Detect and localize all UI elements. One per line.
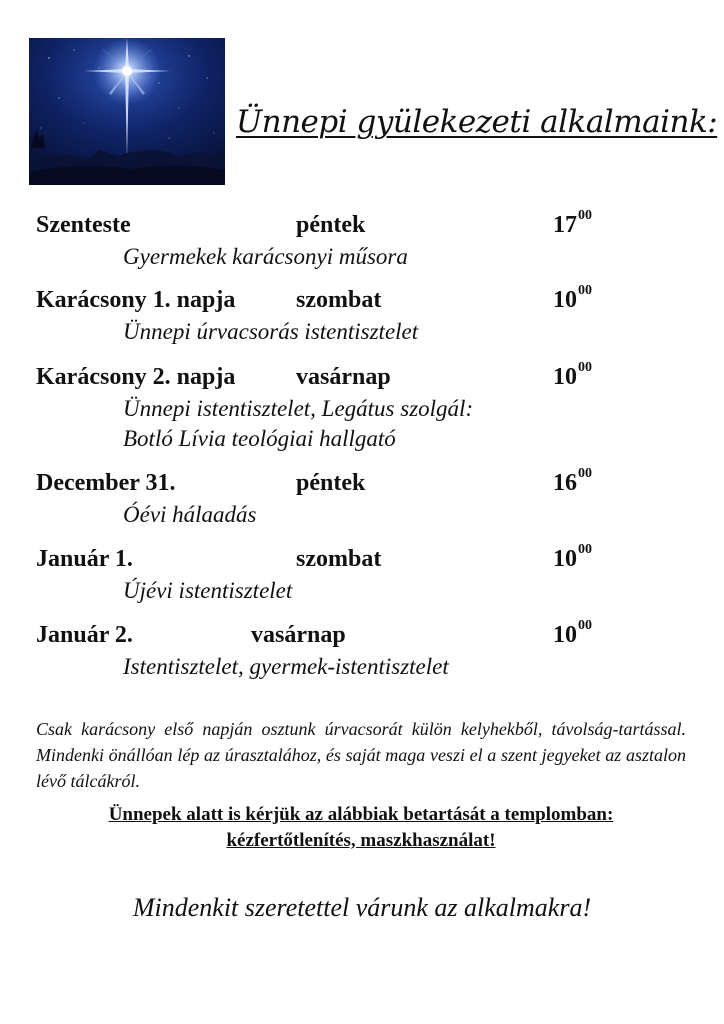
event-item <box>0 618 724 682</box>
safety-notice-line: kézfertőtlenítés, maszkhasználat! <box>226 830 496 851</box>
event-description: Óévi hálaadás <box>123 502 257 527</box>
event-description: Ünnepi istentisztelet, Legátus szolgál: <box>123 396 474 421</box>
event-minute: 00 <box>578 618 592 633</box>
event-item <box>0 360 724 454</box>
communion-note: Csak karácsony első napján osztunk úrvacsorát külön kelyhekből, távolság-tartással. Mindenki önállóan lép az úrasztalához, és saját maga veszi el a szent jegyeket az asztalon lévő tálcákról. <box>36 719 686 791</box>
event-item <box>0 466 724 530</box>
event-minute: 00 <box>578 360 592 375</box>
event-name: Szenteste <box>36 212 131 238</box>
event-name: Karácsony 1. napja <box>36 287 236 313</box>
event-hour: 10 <box>553 287 577 313</box>
event-day: péntek <box>296 470 366 496</box>
event-minute: 00 <box>578 466 592 481</box>
event-name: Január 1. <box>36 546 133 572</box>
event-name: December 31. <box>36 470 176 496</box>
event-description: Botló Lívia teológiai hallgató <box>123 426 396 451</box>
event-description: Újévi istentisztelet <box>123 578 293 603</box>
event-description: Ünnepi úrvacsorás istentisztelet <box>123 319 419 344</box>
safety-notice-line: Ünnepek alatt is kérjük az alábbiak betartását a templomban: <box>108 804 614 825</box>
event-minute: 00 <box>578 283 592 298</box>
christmas-star-icon <box>29 38 225 185</box>
event-day: vasárnap <box>296 364 391 390</box>
event-name: Karácsony 2. napja <box>36 364 236 390</box>
event-item <box>0 208 724 272</box>
event-minute: 00 <box>578 542 592 557</box>
star-image <box>29 38 225 185</box>
event-time <box>553 208 592 239</box>
event-hour: 10 <box>553 364 577 390</box>
event-name: Január 2. <box>36 622 133 648</box>
event-description: Istentisztelet, gyermek-istentisztelet <box>123 654 449 679</box>
event-time <box>553 360 592 391</box>
closing-invitation: Mindenkit szeretettel várunk az alkalmakra! <box>132 893 592 922</box>
page-title: Ünnepi gyülekezeti alkalmaink: <box>236 104 718 140</box>
event-description: Gyermekek karácsonyi műsora <box>123 244 408 269</box>
event-item <box>0 542 724 606</box>
event-time <box>553 283 592 314</box>
event-hour: 16 <box>553 470 577 496</box>
event-time <box>553 466 592 497</box>
event-day: szombat <box>296 546 382 572</box>
event-hour: 10 <box>553 622 577 648</box>
event-hour: 17 <box>553 212 577 238</box>
event-time <box>553 542 592 573</box>
event-day: vasárnap <box>251 622 346 648</box>
event-day: szombat <box>296 287 382 313</box>
event-hour: 10 <box>553 546 577 572</box>
safety-notice <box>36 802 686 854</box>
event-item <box>0 283 724 347</box>
event-time <box>553 618 592 649</box>
event-minute: 00 <box>578 208 592 223</box>
event-day: péntek <box>296 212 366 238</box>
